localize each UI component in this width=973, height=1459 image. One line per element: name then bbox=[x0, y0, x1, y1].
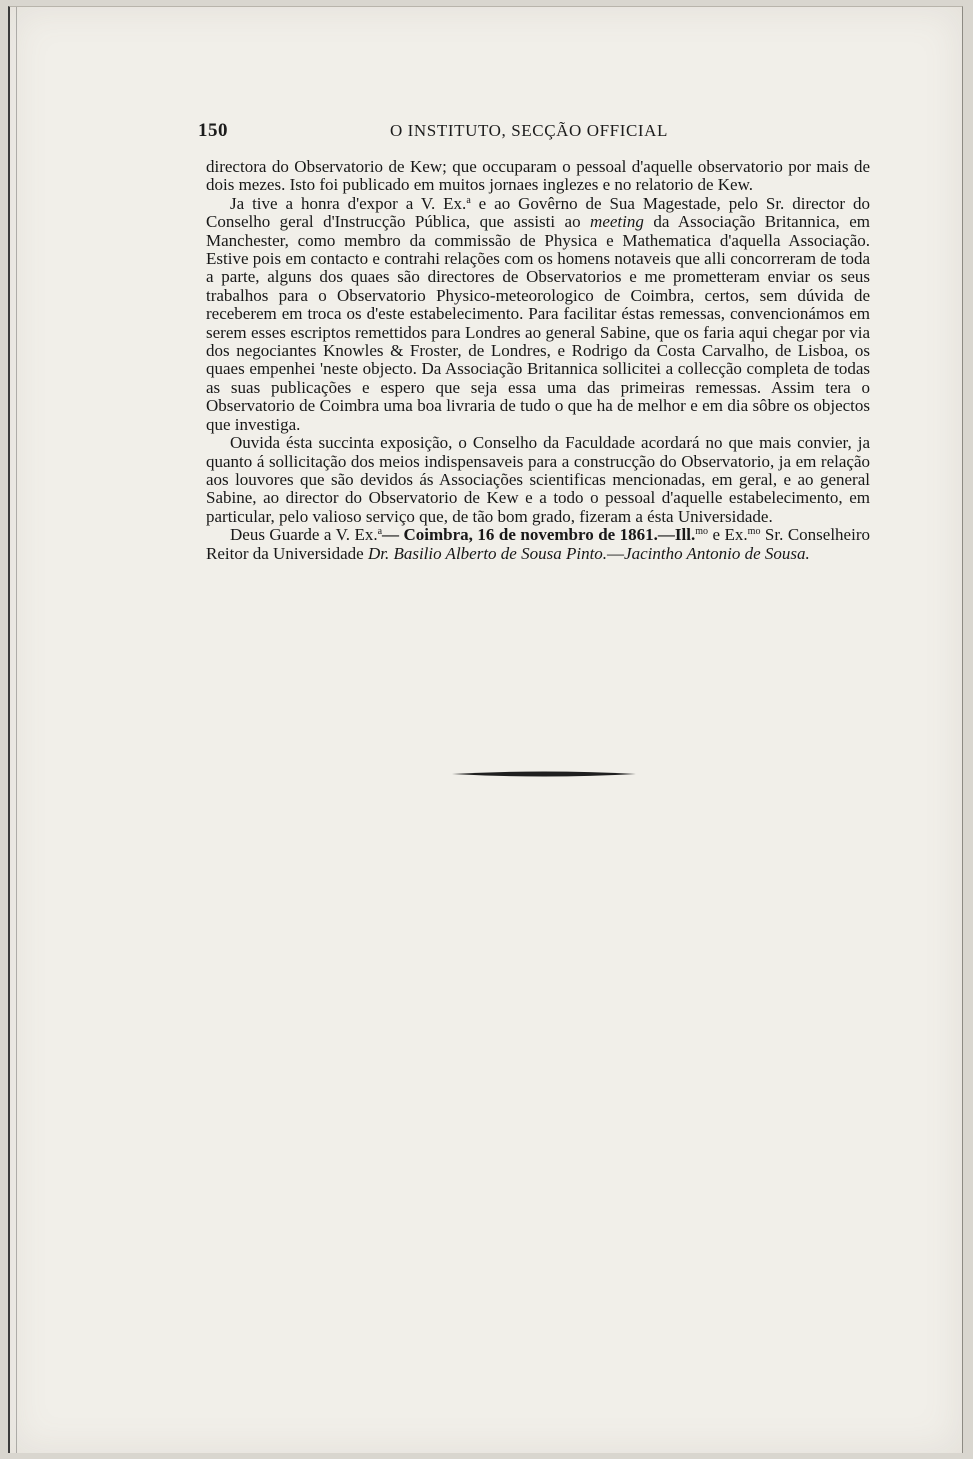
italic-term: meeting bbox=[590, 212, 644, 232]
closing-text-c: e Ex. bbox=[708, 525, 748, 545]
paragraph-1 bbox=[206, 158, 870, 195]
closing-text-a: Deus Guarde a V. Ex. bbox=[230, 525, 378, 545]
signatory-author: Jacintho Antonio de Sousa. bbox=[624, 543, 810, 563]
section-divider-ornament bbox=[452, 770, 636, 778]
page-edge-line bbox=[16, 7, 17, 1453]
document-page bbox=[8, 6, 963, 1453]
paragraph-3-text: Ouvida ésta succinta exposição, o Conselho da Faculdade acordará no que mais convier, ja quanto á sollicitação dos meios indispensaveis para a construcção do Observatorio, ja em relação aos louvores que são devidos ás Associações scientificas mencionadas, em geral, e ao general Sabine, ao director do Observatorio de Kew e a todo o pessoal d'aquelle estabelecimento, em particular, pelo valioso serviço que, de tão bom grado, fizeram a ésta Universidade. bbox=[206, 433, 870, 526]
article-body bbox=[206, 158, 870, 563]
superscript: a bbox=[466, 194, 471, 206]
running-title: O INSTITUTO, SECÇÃO OFFICIAL bbox=[389, 121, 669, 140]
paragraph-2 bbox=[206, 195, 870, 434]
closing-dash: — bbox=[607, 543, 625, 563]
superscript: a bbox=[377, 526, 383, 538]
paragraph-2-text-b: e ao Govêrno de Sua Magestade, pelo Sr. director do Conselho geral d'Instrucção Pública, que assisti ao bbox=[206, 193, 871, 232]
superscript: mo bbox=[695, 526, 709, 538]
signatory-rector: Dr. Basilio Alberto de Sousa Pinto. bbox=[367, 543, 608, 563]
paragraph-1-text: directora do Observatorio de Kew; que occuparam o pessoal d'aquelle observatorio por mais de dois mezes. Isto foi publicado em muitos jornaes inglezes e no relatorio de Kew. bbox=[206, 157, 870, 195]
paragraph-2-text-c: da Associação Britannica, em Manchester, como membro da commissão de Physica e Mathematica d'aquella Associação. Estive pois em contacto e contrahi relações com os homens notaveis que alli concorreram de toda a parte, alguns dos quaes são directores de Observatorios e me prometteram enviar os seus trabalhos para o Observatorio Physico-meteorologico de Coimbra, certos, sem dúvida de receberem em troca os d'este estabelecimento. Para facilitar éstas remessas, convencionámos em serem esses escriptos remettidos para Londres ao general Sabine, que os faria aqui chegar por via dos negociantes Knowles & Froster, de Londres, e Rodrigo da Costa Carvalho, de Lisboa, os quaes empenhei 'neste objecto. Da Associação Britannica sollicitei a collecção completa de todas as suas publicações e espero que seja essa uma das primeiras remessas. Assim tera o Observatorio de Coimbra uma boa livraria de tudo o que ha de melhor e em dia sôbre os objectos que investiga. bbox=[206, 212, 870, 434]
page-number: 150 bbox=[198, 120, 228, 141]
divider-line bbox=[452, 772, 636, 777]
closing-paragraph bbox=[206, 526, 870, 563]
superscript: mo bbox=[747, 526, 761, 538]
closing-text-d: Sr. Conselheiro Reitor da Universidade bbox=[206, 525, 870, 563]
paragraph-3 bbox=[206, 434, 870, 526]
page-header bbox=[198, 118, 860, 148]
paragraph-2-text-a: Ja tive a honra d'expor a V. Ex. bbox=[230, 193, 467, 213]
closing-date: — Coimbra, 16 de novembro de 1861.—Ill. bbox=[382, 525, 696, 545]
